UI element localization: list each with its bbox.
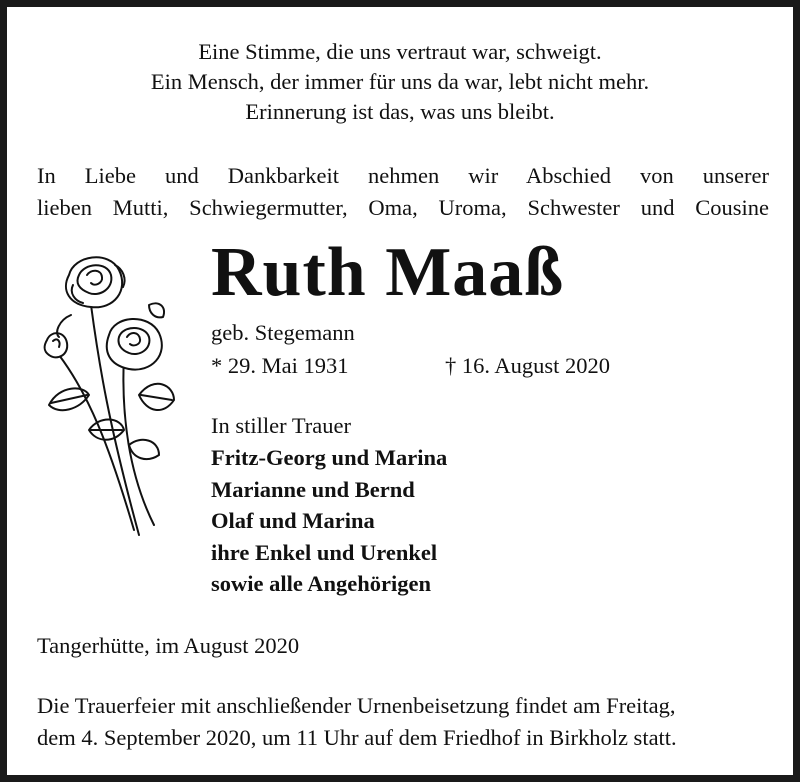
- birth-date: * 29. Mai 1931: [211, 353, 349, 378]
- mourner-entry: ihre Enkel und Urenkel: [211, 539, 438, 565]
- ceremony-line: Die Trauerfeier mit anschließender Urnenbeisetzung findet am Freitag,: [37, 693, 676, 718]
- intro-text: [37, 160, 769, 224]
- deceased-name: Ruth Maaß: [211, 234, 565, 311]
- place-date: Tangerhütte, im August 2020: [37, 633, 300, 658]
- ceremony-line: dem 4. September 2020, um 11 Uhr auf dem Friedhof in Birkholz statt.: [37, 725, 677, 750]
- roses-illustration-icon: [29, 245, 179, 545]
- intro-line: In Liebe und Dankbarkeit nehmen wir Abschied von unserer: [37, 163, 769, 188]
- mourner-entry: Olaf und Marina: [211, 508, 375, 533]
- ceremony-info: [37, 690, 769, 754]
- mourner-entry: Fritz-Georg und Marina: [211, 445, 448, 470]
- poem-line: Eine Stimme, die uns vertraut war, schweigt.: [198, 39, 602, 64]
- mourners-label: In stiller Trauer: [211, 413, 351, 438]
- death-date: † 16. August 2020: [445, 353, 611, 378]
- poem: [7, 37, 793, 127]
- poem-line: Ein Mensch, der immer für uns da war, lebt nicht mehr.: [150, 69, 650, 94]
- mourner-entry: Marianne und Bernd: [211, 476, 415, 502]
- poem-line: Erinnerung ist das, was uns bleibt.: [245, 99, 555, 124]
- mourner-entry: sowie alle Angehörigen: [211, 571, 431, 596]
- maiden-name: geb. Stegemann: [211, 320, 355, 345]
- intro-line: lieben Mutti, Schwiegermutter, Oma, Uroma, Schwester und Cousine: [37, 195, 769, 220]
- mourners-list: [211, 442, 447, 600]
